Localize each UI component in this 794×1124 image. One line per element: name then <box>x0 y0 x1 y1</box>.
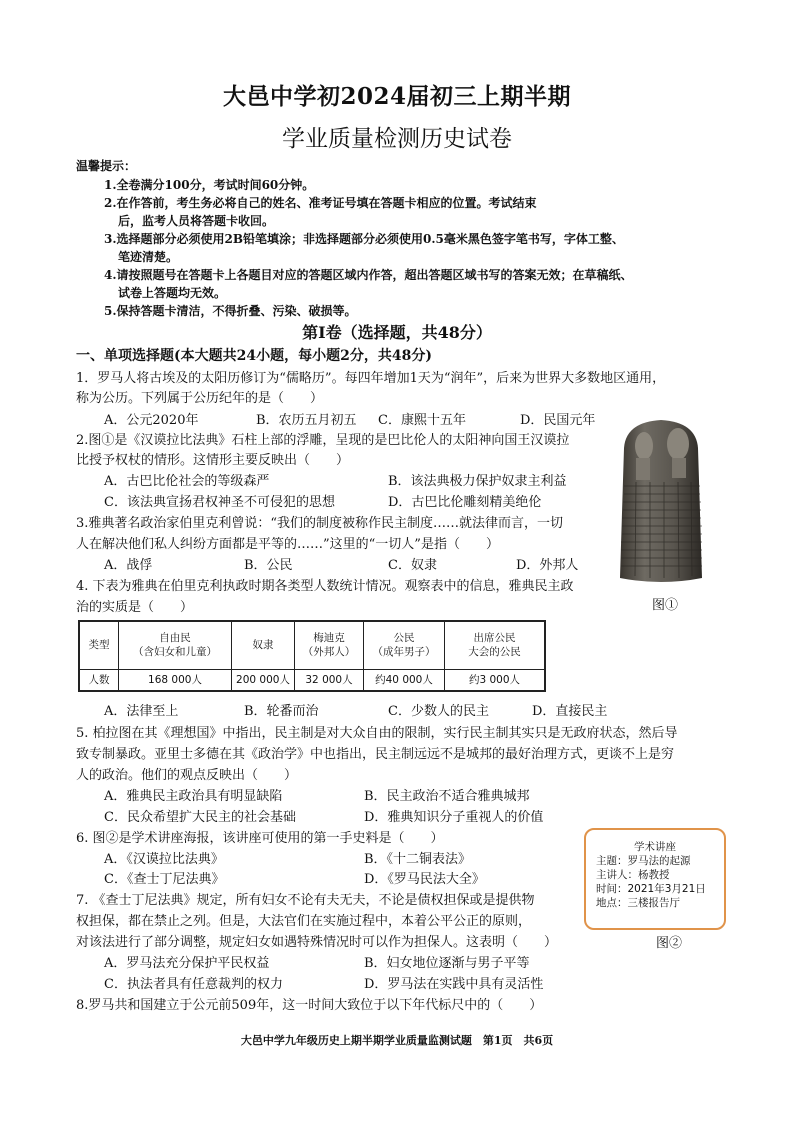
table-cell: 约40 000人 <box>364 669 445 691</box>
question-4-option-a: A．法律至上 <box>104 704 179 719</box>
poster-line: 地点：三楼报告厅 <box>596 897 680 909</box>
question-4-option-d: D．直接民主 <box>532 704 608 719</box>
tip-line: 1.全卷满分100分，考试时间60分钟。 <box>104 178 315 192</box>
question-2-text: 2.图①是《汉谟拉比法典》石柱上部的浮雕，呈现的是巴比伦人的太阳神向国王汉谟拉 <box>76 433 570 448</box>
question-5-option-a: A．雅典民主政治具有明显缺陷 <box>104 789 283 804</box>
question-4-option-c: C．少数人的民主 <box>388 704 489 719</box>
question-3-option-a: A．战俘 <box>104 558 153 573</box>
table-header-cell: 奴隶 <box>232 621 295 669</box>
tip-line: 5.保持答题卡清洁，不得折叠、污染、破损等。 <box>104 304 357 318</box>
poster-line: 时间：2021年3月21日 <box>596 883 706 895</box>
question-2-option-d: D．古巴比伦雕刻精美绝伦 <box>388 495 542 510</box>
figure-2-label: 图② <box>656 936 683 951</box>
page-footer: 大邑中学九年级历史上期半期学业质量监测试题 第1页 共6页 <box>240 1034 554 1047</box>
part-title: 一、单项选择题(本大题共24小题，每小题2分，共48分) <box>76 348 432 364</box>
question-1-text: 1．罗马人将古埃及的太阳历修订为“儒略历”。每四年增加1天为“润年”，后来为世界大多数地区通用， <box>76 371 666 386</box>
question-7-option-d: D．罗马法在实践中具有灵活性 <box>364 977 544 992</box>
question-5-option-d: D．雅典知识分子重视人的价值 <box>364 810 544 825</box>
question-4-text: 4. 下表为雅典在伯里克利执政时期各类型人数统计情况。观察表中的信息，雅典民主政 <box>76 579 574 594</box>
question-2-option-a: A．古巴比伦社会的等级森严 <box>104 474 270 489</box>
question-5-text: 人的政治。他们的观点反映出（ ） <box>76 768 298 783</box>
tip-line: 2.在作答前，考生务必将自己的姓名、准考证号填在答题卡相应的位置。考试结束 <box>104 196 537 210</box>
question-2-option-b: B．该法典极力保护奴隶主利益 <box>388 474 567 489</box>
table-row <box>79 669 545 691</box>
question-3-option-c: C．奴隶 <box>388 558 437 573</box>
question-4-option-b: B．轮番而治 <box>244 704 319 719</box>
tip-line: 试卷上答题均无效。 <box>118 286 227 300</box>
exam-subtitle: 学业质量检测历史试卷 <box>282 126 512 152</box>
table-header-cell: 自由民 （含妇女和儿童） <box>119 621 232 669</box>
figure-1-label: 图① <box>652 598 679 613</box>
population-table <box>78 620 546 692</box>
question-3-option-d: D．外邦人 <box>516 558 579 573</box>
poster-heading: 学术讲座 <box>634 841 676 853</box>
question-7-option-b: B．妇女地位逐渐与男子平等 <box>364 956 530 971</box>
poster-line: 主讲人：杨教授 <box>596 869 670 881</box>
question-1-option-d: D．民国元年 <box>520 413 596 428</box>
question-7-text: 7. 《查士丁尼法典》规定，所有妇女不论有夫无夫，不论是债权担保或是提供物 <box>76 893 535 908</box>
question-6-option-a: A．《汉谟拉比法典》 <box>104 852 224 867</box>
tip-line: 后，监考人员将答题卡收回。 <box>118 214 275 228</box>
table-cell: 200 000人 <box>232 669 295 691</box>
question-6-option-c: C．《查士丁尼法典》 <box>104 872 225 887</box>
tip-line: 笔迹清楚。 <box>118 250 179 264</box>
poster-line: 主题：罗马法的起源 <box>596 855 691 867</box>
table-cell: 约3 000人 <box>445 669 546 691</box>
question-2-text: 比授予权杖的情形。这情形主要反映出（ ） <box>76 453 350 468</box>
question-1-option-c: C．康熙十五年 <box>378 413 466 428</box>
question-1-option-a: A．公元2020年 <box>104 413 199 428</box>
table-cell: 32 000人 <box>295 669 364 691</box>
table-header-cell: 类型 <box>79 621 119 669</box>
table-header-cell: 公民 （成年男子） <box>364 621 445 669</box>
table-header-cell: 出席公民 大会的公民 <box>445 621 546 669</box>
question-3-text: 3.雅典著名政治家伯里克利曾说：“我们的制度被称作民主制度……就法律而言，一切 <box>76 516 564 531</box>
question-3-text: 人在解决他们私人纠纷方面都是平等的……”这里的“一切人”是指（ ） <box>76 537 499 552</box>
exam-title: 大邑中学初2024届初三上期半期 <box>222 83 571 110</box>
question-6-option-b: B．《十二铜表法》 <box>364 852 472 867</box>
tip-line: 3.选择题部分必须使用2B铅笔填涂；非选择题部分必须使用0.5毫米黑色签字笔书写，字体工整、 <box>104 232 624 246</box>
tip-line: 4.请按照题号在答题卡上各题目对应的答题区域内作答，超出答题区域书写的答案无效；在草稿纸、 <box>104 268 633 282</box>
table-header-row <box>79 621 545 669</box>
question-2-option-c: C．该法典宣扬君权神圣不可侵犯的思想 <box>104 495 335 510</box>
question-6-text: 6. 图②是学术讲座海报，该讲座可使用的第一手史料是（ ） <box>76 831 444 846</box>
tips-heading: 温馨提示： <box>76 159 137 173</box>
question-5-option-c: C．民众希望扩大民主的社会基础 <box>104 810 296 825</box>
table-row-label: 人数 <box>79 669 119 691</box>
question-1-text: 称为公历。下列属于公历纪年的是（ ） <box>76 391 324 406</box>
question-8-text: 8.罗马共和国建立于公元前509年，这一时间大致位于以下年代标尺中的（ ） <box>76 998 543 1013</box>
question-7-option-a: A．罗马法充分保护平民权益 <box>104 956 270 971</box>
question-4-text: 治的实质是（ ） <box>76 600 194 615</box>
table-header-cell: 梅迪克 （外邦人） <box>295 621 364 669</box>
question-5-text: 5. 柏拉图在其《理想国》中指出，民主制是对大众自由的限制，实行民主制其实只是无政府状态，然后导 <box>76 726 678 741</box>
question-5-option-b: B．民主政治不适合雅典城邦 <box>364 789 530 804</box>
lecture-poster <box>584 828 726 930</box>
question-3-option-b: B．公民 <box>244 558 293 573</box>
question-7-text: 对该法进行了部分调整，规定妇女如遇特殊情况时可以作为担保人。这表明（ ） <box>76 935 558 950</box>
section-title: 第Ⅰ卷（选择题，共48分） <box>302 323 492 342</box>
question-1-option-b: B．农历五月初五 <box>256 413 357 428</box>
question-6-option-d: D．《罗马民法大全》 <box>364 872 485 887</box>
table-cell: 168 000人 <box>119 669 232 691</box>
question-5-text: 致专制暴政。亚里士多德在其《政治学》中也指出，民主制远远不是城邦的最好治理方式，更谈不上是穷 <box>76 747 675 762</box>
question-7-option-c: C．执法者具有任意裁判的权力 <box>104 977 283 992</box>
hammurabi-stele-image <box>614 418 708 584</box>
question-7-text: 权担保，都在禁止之列。但是，大法官们在实施过程中，本着公平公正的原则， <box>76 914 532 929</box>
